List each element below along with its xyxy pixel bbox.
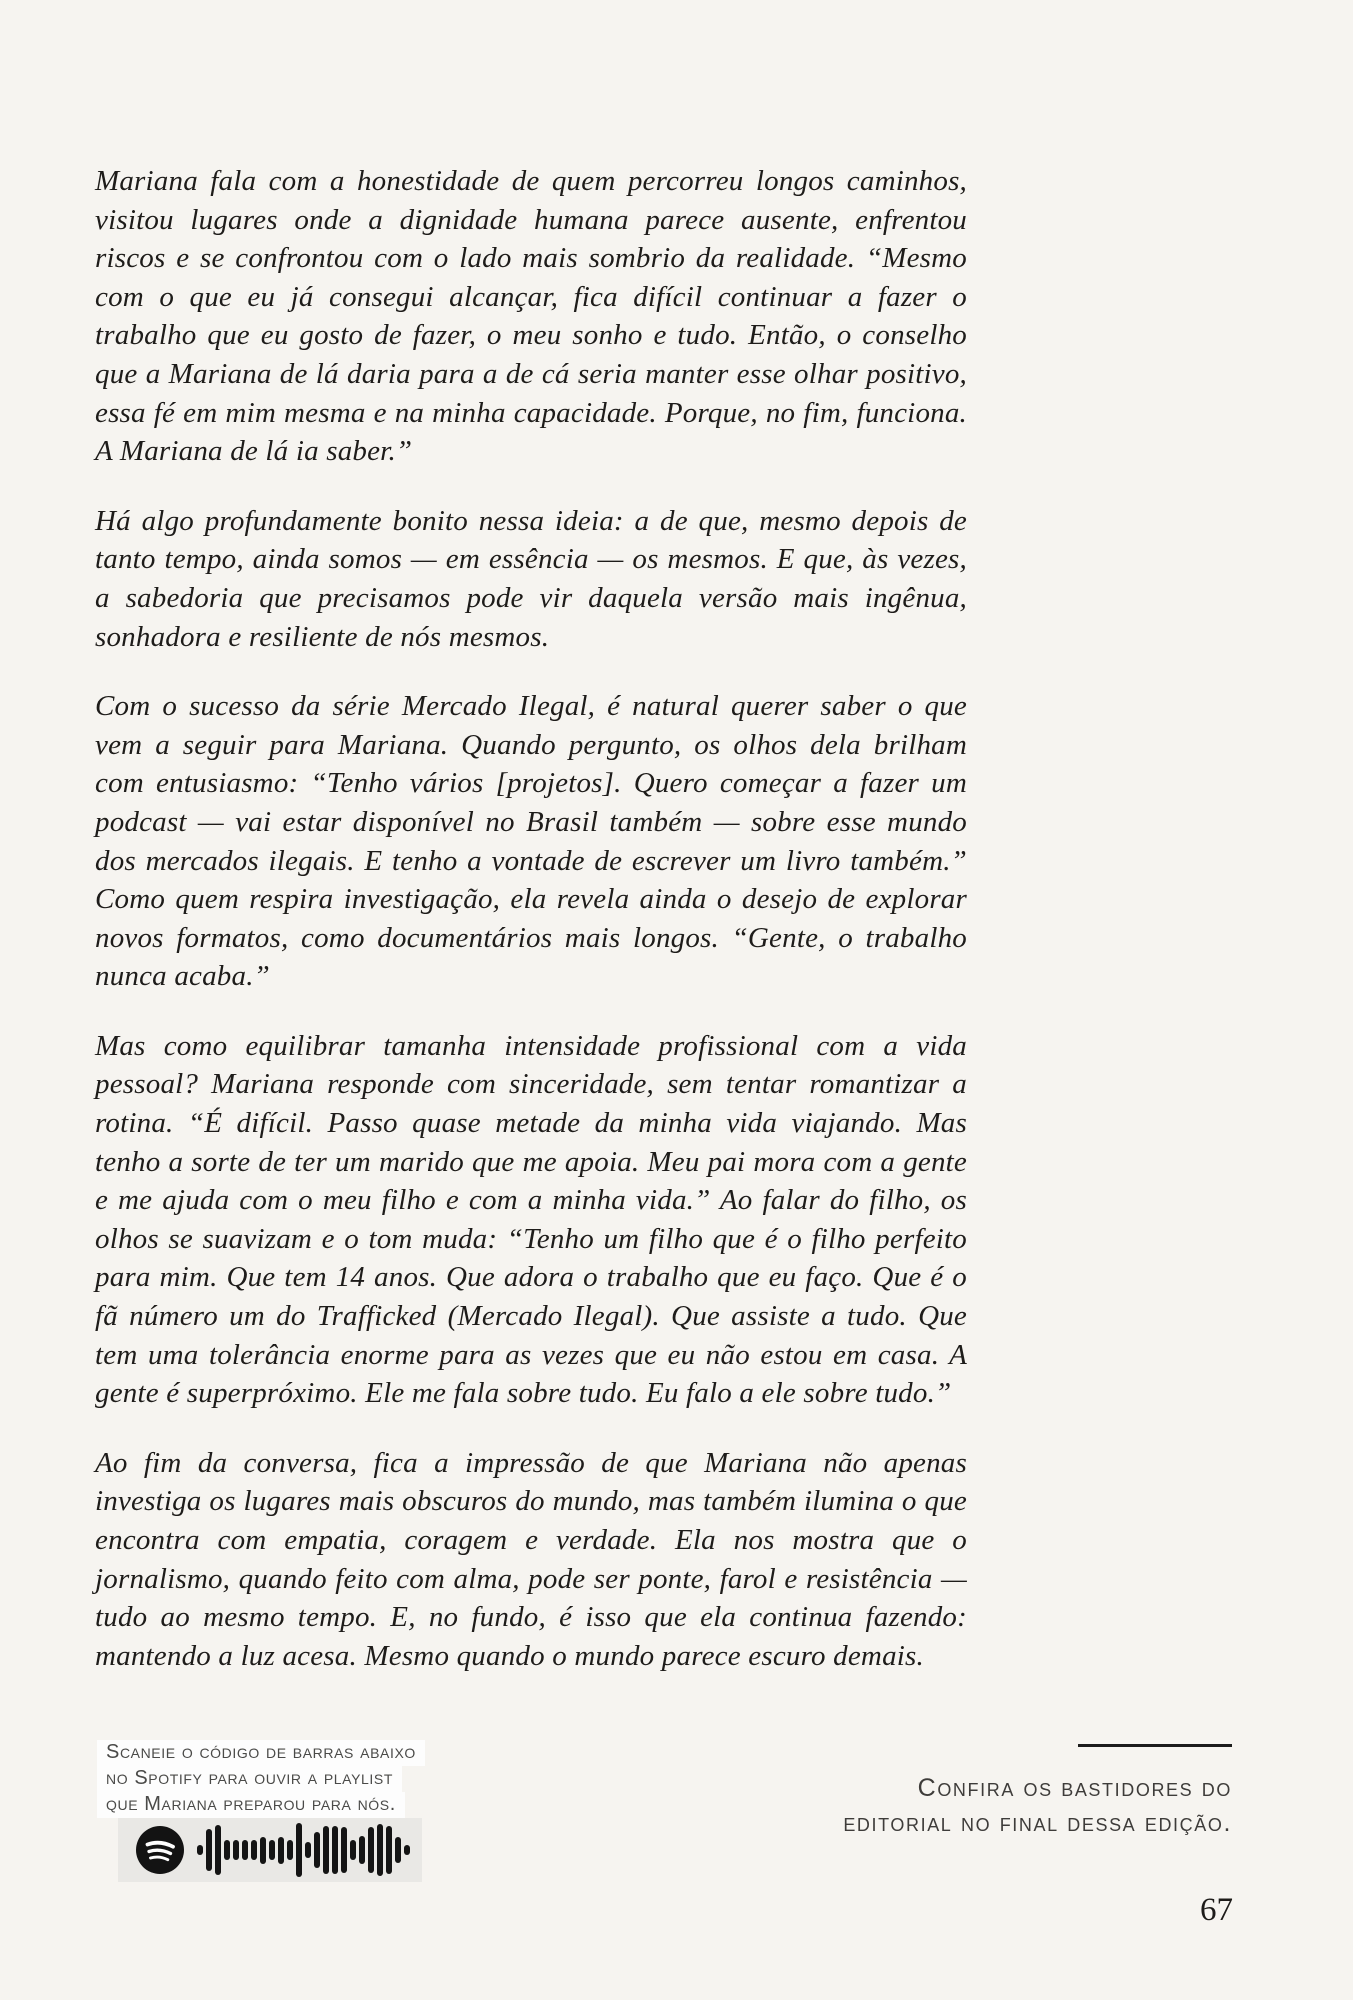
divider-rule	[1078, 1744, 1232, 1747]
scan-bar	[251, 1840, 257, 1860]
scan-bar	[197, 1845, 203, 1855]
spotify-caption	[97, 1740, 425, 1818]
scan-bar	[350, 1840, 356, 1860]
spotify-section	[97, 1740, 425, 1818]
scan-bar	[323, 1826, 329, 1874]
backstage-note	[672, 1771, 1232, 1841]
scan-bar	[287, 1840, 293, 1860]
article-paragraph: Mas como equilibrar tamanha intensidade profissional com a vida pessoal? Mariana responde com sinceridade, sem tentar romantizar a rotina. “É difícil. Passo quase metade da minha vida viajando. Mas tenho a sorte de ter um marido que me apoia. Meu pai mora com a gente e me ajuda com o meu filho e com a minha vida.” Ao falar do filho, os olhos se suavizam e o tom muda: “Tenho um filho que é o filho perfeito para mim. Que tem 14 anos. Que adora o trabalho que eu faço. Que é o fã número um do Trafficked (Mercado Ilegal). Que assiste a tudo. Que tem uma tolerância enorme para as vezes que eu não estou em casa. A gente é superpróximo. Ele me fala sobre tudo. Eu falo a ele sobre tudo.”	[95, 1029, 967, 1410]
caption-line: que Mariana preparou para nós.	[97, 1792, 405, 1818]
scan-bar	[269, 1840, 275, 1860]
spotify-scan-bars	[197, 1818, 410, 1882]
caption-line: no Spotify para ouvir a playlist	[97, 1766, 402, 1792]
article-paragraph: Há algo profundamente bonito nessa ideia: a de que, mesmo depois de tanto tempo, ainda somos — em essência — os mesmos. E que, às vezes, a sabedoria que precisamos pode vir daquela versão mais ingênua, sonhadora e resiliente de nós mesmos.	[95, 504, 967, 653]
scan-bar	[395, 1837, 401, 1863]
scan-bar	[341, 1827, 347, 1873]
scan-bar	[260, 1837, 266, 1864]
scan-bar	[386, 1826, 392, 1874]
article-paragraph: Ao fim da conversa, fica a impressão de que Mariana não apenas investiga os lugares mais obscuros do mundo, mas também ilumina o que encontra com empatia, coragem e verdade. Ela nos mostra que o jornalismo, quando feito com alma, pode ser ponte, farol e resistência — tudo ao mesmo tempo. E, no fundo, é isso que ela continua fazendo: mantendo a luz acesa. Mesmo quando o mundo parece escuro demais.	[95, 1446, 967, 1672]
article-paragraph: Com o sucesso da série Mercado Ilegal, é natural querer saber o que vem a seguir para Mariana. Quando pergunto, os olhos dela brilham com entusiasmo: “Tenho vários [projetos]. Quero começar a fazer um podcast — vai estar disponível no Brasil também — sobre esse mundo dos mercados ilegais. E tenho a vontade de escrever um livro também.” Como quem respira investigação, ela revela ainda o desejo de explorar novos formatos, como documentários mais longos. “Gente, o trabalho nunca acaba.”	[95, 690, 967, 993]
scan-bar	[206, 1829, 212, 1871]
spotify-logo-icon	[136, 1826, 184, 1874]
scan-bar	[332, 1826, 338, 1874]
scan-bar	[314, 1832, 320, 1868]
scan-bar	[404, 1845, 410, 1855]
article-body	[95, 162, 967, 1706]
scan-bar	[224, 1840, 230, 1860]
page-number: 67	[1200, 1892, 1233, 1928]
scan-bar	[278, 1837, 284, 1864]
scan-bar	[296, 1823, 302, 1877]
scan-bar	[359, 1836, 365, 1864]
spotify-scan-code	[118, 1818, 422, 1882]
scan-bar	[215, 1825, 221, 1875]
note-line: Confira os bastidores do	[917, 1774, 1232, 1802]
note-line: editorial no final dessa edição.	[843, 1809, 1232, 1837]
scan-bar	[377, 1824, 383, 1876]
scan-bar	[233, 1840, 239, 1860]
scan-bar	[368, 1827, 374, 1873]
article-paragraph: Mariana fala com a honestidade de quem percorreu longos caminhos, visitou lugares onde a dignidade humana parece ausente, enfrentou riscos e se confrontou com o lado mais sombrio da realidade. “Mesmo com o que eu já consegui alcançar, fica difícil continuar a fazer o trabalho que eu gosto de fazer, o meu sonho e tudo. Então, o conselho que a Mariana de lá daria para a de cá seria manter esse olhar positivo, essa fé em mim mesma e na minha capacidade. Porque, no fim, funciona. A Mariana de lá ia saber.”	[95, 165, 967, 468]
caption-line: Scaneie o código de barras abaixo	[97, 1740, 425, 1766]
scan-bar	[242, 1840, 248, 1860]
scan-bar	[305, 1842, 311, 1858]
